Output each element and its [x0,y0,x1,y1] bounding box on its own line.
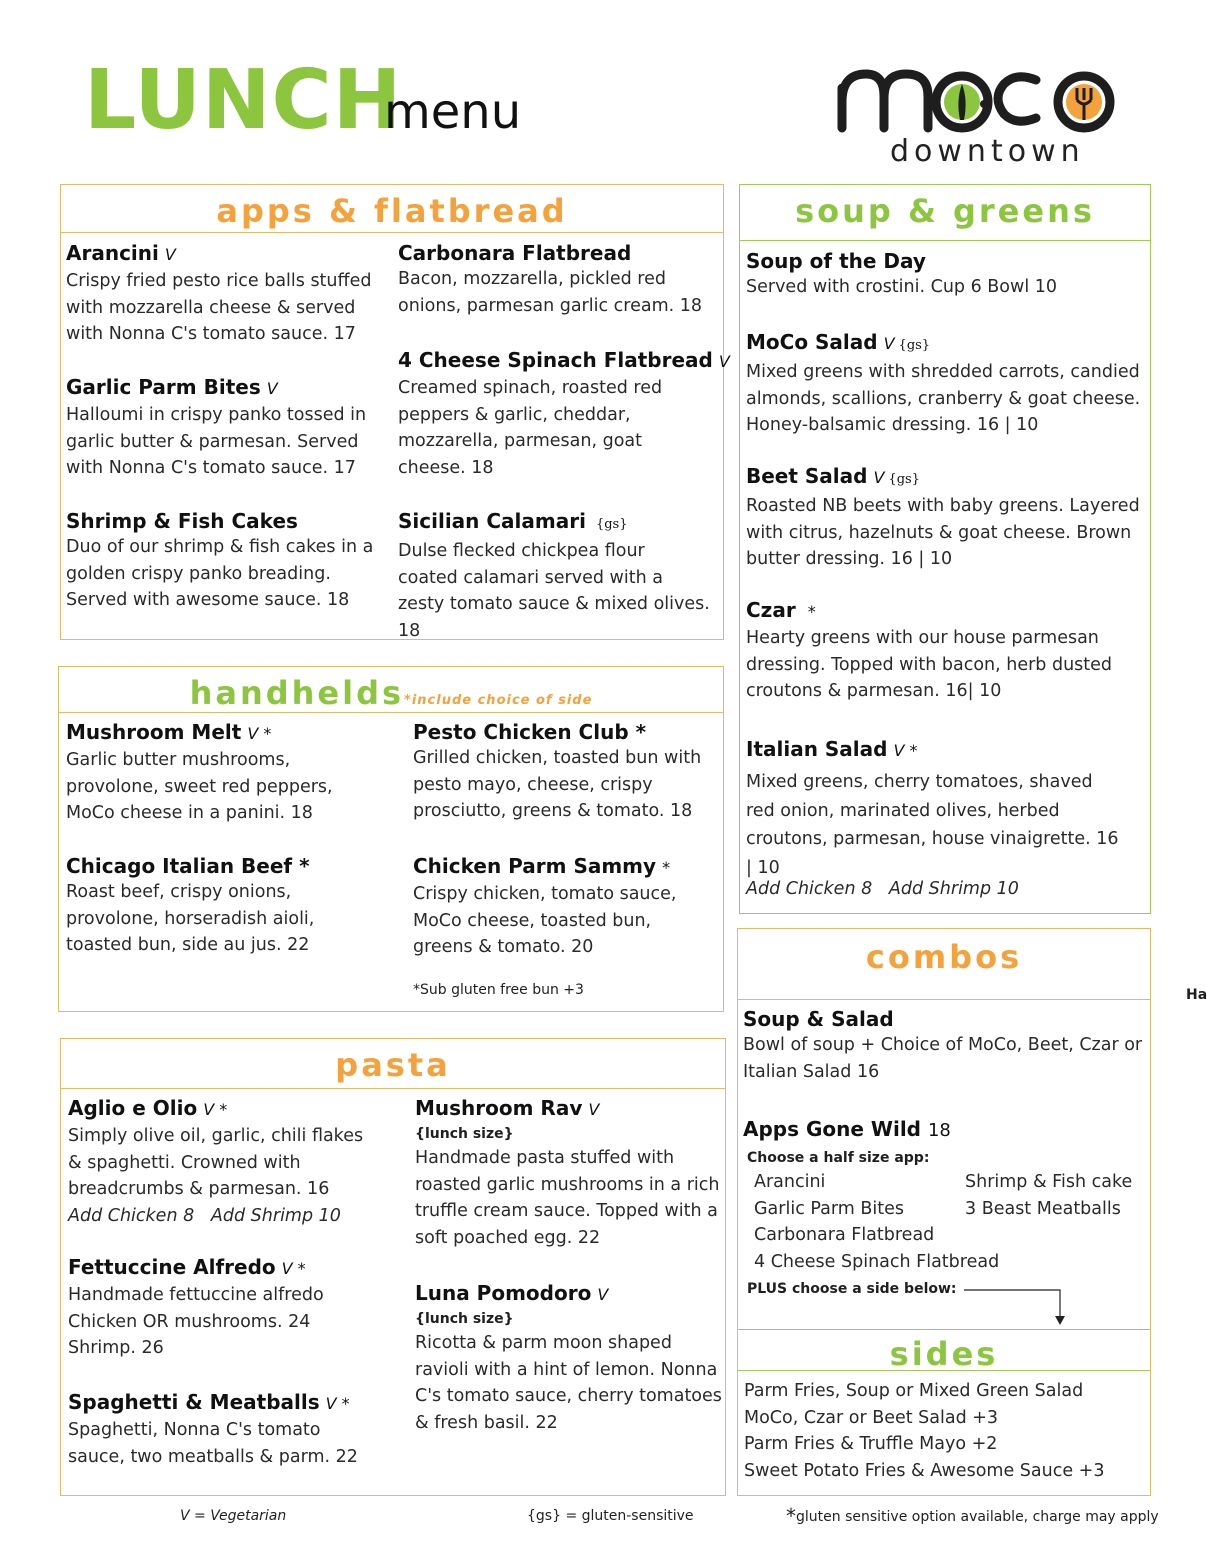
menu-item: Beet Salad V {gs} Roasted NB beets with baby greens. Layered with citrus, hazelnuts & goat cheese. Brown butter dressing. 16 | 10 [746,464,1140,569]
lunch-title: LUNCH [84,53,403,148]
menu-item: Mushroom Rav V {lunch size} Handmade pasta stuffed with roasted garlic mushrooms in a rich truffle cream sauce. Topped with a soft poached egg. 22 [415,1096,720,1248]
menu-item: Pesto Chicken Club * Grilled chicken, toasted bun with pesto mayo, cheese, crispy prosciutto, greens & tomato. 18 [413,720,702,821]
list-item: Parm Fries, Soup or Mixed Green Salad [744,1381,1084,1401]
combos-title: combos [865,938,1023,976]
handhelds-note: *include choice of side [404,693,593,708]
menu-title: menu [384,84,522,140]
menu-item: Chicken Parm Sammy * Crispy chicken, tomato sauce, MoCo cheese, toasted bun, greens & tomato. 20 [413,854,677,957]
menu-item: Soup of the Day Served with crostini. Cup 6 Bowl 10 [746,249,1058,297]
add-protein-note: Add Chicken 8 Add Shrimp 10 [68,1205,341,1226]
menu-item: Italian Salad V * Mixed greens, cherry tomatoes, shaved red onion, marinated olives, herbed croutons, parmesan, house vinaigrette. 16 | 10 [746,737,1119,878]
menu-item: Soup & Salad Bowl of soup + Choice of MoCo, Beet, Czar or Italian Salad 16 [743,1007,1143,1082]
logo-subtitle: downtown [890,134,1085,169]
menu-item: Garlic Parm Bites V Halloumi in crispy panko tossed in garlic butter & parmesan. Served with Nonna C's tomato sauce. 17 [66,375,367,478]
pasta-title: pasta [335,1046,451,1084]
menu-item: Shrimp & Fish Cakes Duo of our shrimp & fish cakes in a golden crispy panko breading. Served with awesome sauce. 18 [66,509,374,610]
menu-item: Chicago Italian Beef * Roast beef, crispy onions, provolone, horseradish aioli, toasted bun, side au jus. 22 [66,854,315,955]
menu-item: Fettuccine Alfredo V * Handmade fettuccine alfredo Chicken OR mushrooms. 24 Shrimp. 26 [68,1255,324,1358]
half-app-list: Shrimp & Fish cake 3 Beast Meatballs [965,1172,1133,1219]
add-protein-note: Add Chicken 8 Add Shrimp 10 [746,879,1019,899]
menu-item: Spaghetti & Meatballs V * Spaghetti, Nonna C's tomato sauce, two meatballs & parm. 22 [68,1390,358,1467]
plus-side-note: PLUS choose a side below: [747,1281,957,1297]
gluten-sensitive-legend: {gs} = gluten-sensitive [527,1508,694,1524]
half-app-list: Arancini Garlic Parm Bites Carbonara Flatbread 4 Cheese Spinach Flatbread [754,1172,1000,1272]
edge-text: Ha [1186,987,1207,1003]
list-item: MoCo, Czar or Beet Salad +3 [744,1407,999,1428]
menu-item: MoCo Salad V {gs} Mixed greens with shredded carrots, candied almonds, scallions, cranberry & goat cheese. Honey-balsamic dressing. 16 | 10 [746,330,1141,435]
arrow-down-icon [960,1280,1070,1330]
sides-title: sides [889,1335,999,1373]
vegetarian-legend: V = Vegetarian [180,1508,287,1524]
menu-item: Arancini V Crispy fried pesto rice balls stuffed with mozzarella cheese & served with Nonna C's tomato sauce. 17 [66,241,372,344]
menu-item: Aglio e Olio V * Simply olive oil, garlic, chili flakes & spaghetti. Crowned with breadcrumbs & parmesan. 16 Add Chicken 8 Add Shrimp 10 [68,1095,364,1229]
menu-item: Czar * Hearty greens with our house parmesan dressing. Topped with bacon, herb dusted croutons & parmesan. 16| 10 [746,598,1113,701]
gluten-free-bun-note: *Sub gluten free bun +3 [413,982,584,998]
choose-half-app: Choose a half size app: [747,1150,930,1166]
menu-item: Apps Gone Wild 18 [743,1117,951,1141]
apps-title: apps & flatbread [216,192,568,230]
gluten-option-note: *gluten sensitive option available, charge may apply [786,1504,1159,1528]
menu-item: 4 Cheese Spinach Flatbread V Creamed spinach, roasted red peppers & garlic, cheddar, mozzarella, parmesan, goat cheese. 18 [398,348,730,478]
soup-title: soup & greens [795,192,1095,230]
list-item: Parm Fries & Truffle Mayo +2 [744,1434,998,1454]
list-item: Sweet Potato Fries & Awesome Sauce +3 [744,1460,1105,1481]
menu-item: Sicilian Calamari {gs} Dulse flecked chickpea flour coated calamari served with a zesty tomato sauce & mixed olives. 18 [398,509,710,641]
menu-item: Luna Pomodoro V {lunch size} Ricotta & parm moon shaped ravioli with a hint of lemon. Nonna C's tomato sauce, cherry tomatoes & fresh basil. 22 [415,1281,722,1433]
handhelds-title: handhelds [189,674,405,712]
menu-item: Carbonara Flatbread Bacon, mozzarella, pickled red onions, parmesan garlic cream. 18 [398,241,703,316]
menu-item: Mushroom Melt V * Garlic butter mushrooms, provolone, sweet red peppers, MoCo cheese in a panini. 18 [66,720,333,823]
sides-list [744,1378,1104,1484]
